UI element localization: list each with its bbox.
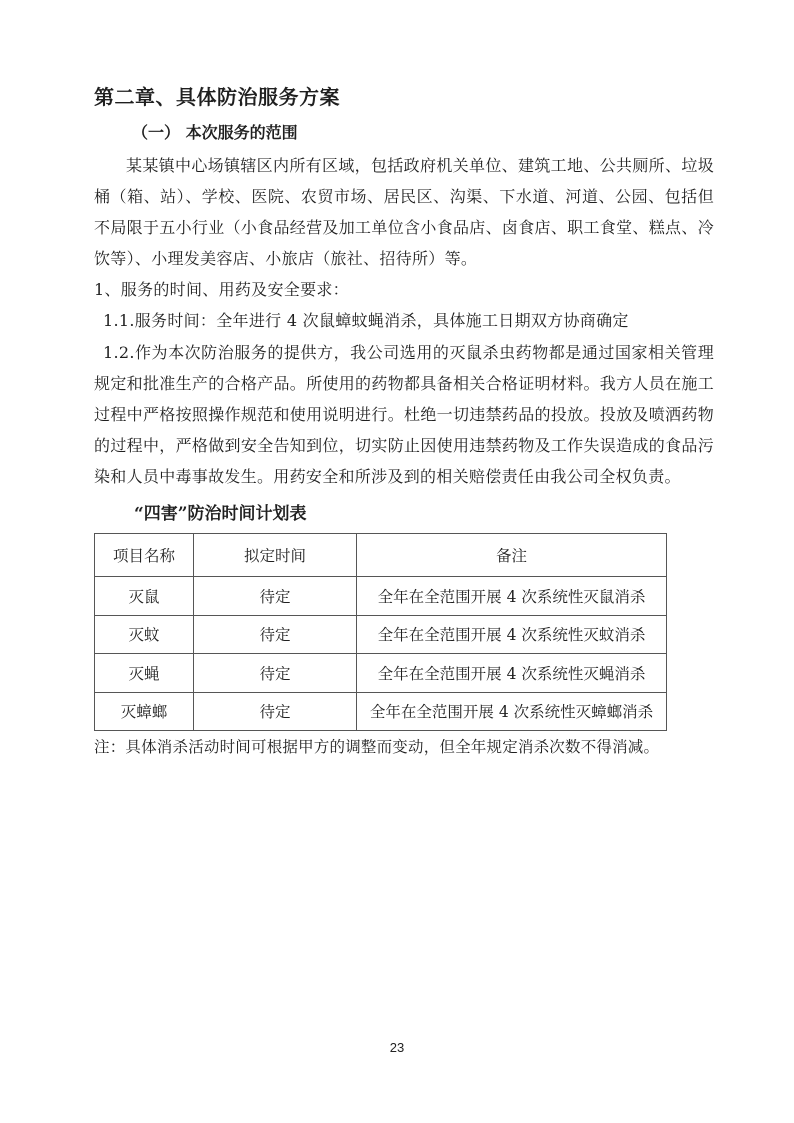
cell-planned-time: 待定 — [194, 615, 357, 654]
table-row-mosquito — [95, 615, 667, 654]
pest-control-schedule-table — [94, 533, 667, 731]
header-cell-planned-time: 拟定时间 — [194, 534, 357, 577]
cell-project-name: 灭蝇 — [95, 654, 194, 693]
cell-remarks: 全年在全范围开展 4 次系统性灭鼠消杀 — [357, 577, 667, 616]
cell-planned-time: 待定 — [194, 692, 357, 731]
cell-project-name: 灭蟑螂 — [95, 692, 194, 731]
cell-remarks: 全年在全范围开展 4 次系统性灭蟑螂消杀 — [357, 692, 667, 731]
cell-planned-time: 待定 — [194, 577, 357, 616]
cell-project-name: 灭鼠 — [95, 577, 194, 616]
header-cell-remarks: 备注 — [357, 534, 667, 577]
page-content — [94, 0, 714, 759]
table-row-rodent — [95, 577, 667, 616]
schedule-table-title: “四害”防治时间计划表 — [134, 504, 307, 525]
page-number: 23 — [389, 1040, 405, 1055]
body-text — [94, 150, 714, 492]
table-note: 注：具体消杀活动时间可根据甲方的调整而变动，但全年规定消杀次数不得消减。 — [94, 738, 660, 757]
table-header-row — [95, 534, 667, 577]
chapter-heading: 第二章、具体防治服务方案 — [94, 85, 340, 109]
table-row-fly — [95, 654, 667, 693]
cell-remarks: 全年在全范围开展 4 次系统性灭蝇消杀 — [357, 654, 667, 693]
table-row-cockroach — [95, 692, 667, 731]
paragraph-requirements-heading: 1、服务的时间、用药及安全要求： — [94, 280, 349, 300]
header-cell-project-name: 项目名称 — [95, 534, 194, 577]
section-heading: （一） 本次服务的范围 — [132, 123, 298, 142]
cell-project-name: 灭蚊 — [95, 615, 194, 654]
paragraph-service-scope: 某某镇中心场镇辖区内所有区域，包括政府机关单位、建筑工地、公共厕所、垃圾桶（箱、站）、学校、医院、农贸市场、居民区、沟渠、下水道、河道、公园、包括但不局限于五小行业（小食品经营及加工单位含小食品店、卤食店、职工食堂、糕点、冷饮等）、小理发美容店、小旅店（旅社、招待所）等。 — [94, 156, 714, 269]
cell-remarks: 全年在全范围开展 4 次系统性灭蚊消杀 — [357, 615, 667, 654]
paragraph-item-1-1: 1.1.服务时间：全年进行 4 次鼠蟑蚊蝇消杀，具体施工日期双方协商确定 — [103, 311, 629, 331]
cell-planned-time: 待定 — [194, 654, 357, 693]
paragraph-item-1-2: 1.2.作为本次防治服务的提供方，我公司选用的灭鼠杀虫药物都是通过国家相关管理规定和批准生产的合格产品。所使用的药物都具备相关合格证明材料。我方人员在施工过程中严格按照操作规范和使用说明进行。杜绝一切违禁药品的投放。投放及喷洒药物的过程中，严格做到安全告知到位，切实防止因使用违禁药物及工作失误造成的食品污染和人员中毒事故发生。用药安全和所涉及到的相关赔偿责任由我公司全权负责。 — [94, 342, 714, 486]
